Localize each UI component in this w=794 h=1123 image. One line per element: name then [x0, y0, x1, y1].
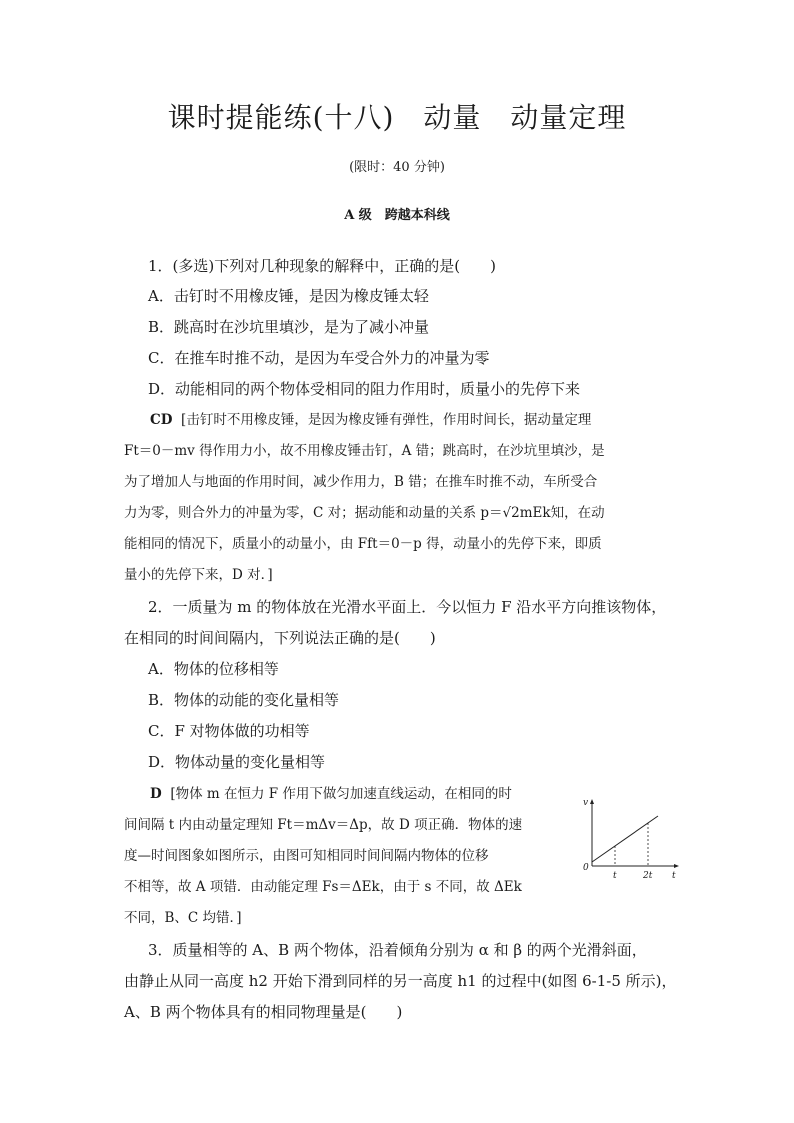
question-1-answer-line: 为了增加人与地面的作用时间，减少作用力，B 错；在推车时推不动，车所受合: [124, 474, 598, 490]
question-1-option-d: D．动能相同的两个物体受相同的阻力作用时，质量小的先停下来: [148, 380, 581, 398]
time-limit: (限时：40 分钟): [349, 160, 445, 175]
question-1-answer-key: CD: [150, 412, 173, 428]
question-2-answer-key: D: [150, 786, 162, 802]
v-axis-arrow: [590, 799, 594, 804]
question-1-option-c: C．在推车时推不动，是因为车受合外力的冲量为零: [148, 349, 490, 367]
question-2-stem: 2．一质量为 m 的物体放在光滑水平面上．今以恒力 F 沿水平方向推该物体，: [148, 598, 667, 616]
v-axis-label: v: [583, 798, 589, 808]
tick-label-2t: 2t: [643, 871, 653, 881]
velocity-time-graph: [578, 796, 682, 886]
question-2-stem-continued: 在相同的时间间隔内，下列说法正确的是( ): [124, 629, 436, 647]
question-2-option-d: D．物体动量的变化量相等: [148, 753, 326, 771]
question-3-stem: 3．质量相等的 A、B 两个物体，沿着倾角分别为 α 和 β 的两个光滑斜面，: [148, 941, 647, 959]
t-axis-arrow: [674, 864, 679, 868]
question-2-answer-line: 不同，B、C 均错．]: [124, 910, 242, 926]
question-2-answer-text: [物体 m 在恒力 F 作用下做匀加速直线运动，在相同的时: [170, 786, 512, 802]
question-2-answer-line: 度—时间图象如图所示，由图可知相同时间间隔内物体的位移: [124, 848, 489, 864]
question-1-answer-line: 量小的先停下来，D 对．]: [124, 567, 273, 583]
question-1-option-a: A．击钉时不用橡皮锤，是因为橡皮锤太轻: [148, 287, 429, 305]
question-1-option-b: B．跳高时在沙坑里填沙，是为了减小冲量: [148, 318, 430, 336]
question-3-stem-continued: A、B 两个物体具有的相同物理量是( ): [124, 1003, 403, 1021]
question-1-answer-line: Ft＝0－mv 得作用力小，故不用橡皮锤击钉，A 错；跳高时，在沙坑里填沙，是: [124, 443, 605, 459]
question-1-answer-first-line: [150, 410, 710, 430]
question-1-answer-line: 能相同的情况下，质量小的动量小，由 Fft＝0－p 得，动量小的先停下来，即质: [124, 536, 602, 552]
section-heading: A 级 跨越本科线: [344, 208, 450, 223]
origin-label: 0: [583, 863, 589, 873]
t-axis-label: t: [672, 871, 676, 881]
question-3-stem-continued: 由静止从同一高度 h2 开始下滑到同样的另一高度 h1 的过程中(如图 6-1-5 所示)，: [124, 972, 677, 990]
question-2-answer-line: 间间隔 t 内由动量定理知 Ft＝mΔv＝Δp，故 D 项正确．物体的速: [124, 817, 523, 833]
question-2-option-b: B．物体的动能的变化量相等: [148, 691, 340, 709]
question-2-option-c: C．F 对物体做的功相等: [148, 722, 310, 740]
question-1-answer-line: 力为零，则合外力的冲量为零，C 对；据动能和动量的关系 p＝√2mEk知，在动: [124, 505, 605, 521]
question-2-option-a: A．物体的位移相等: [148, 660, 279, 678]
question-2-answer-line: 不相等，故 A 项错．由动能定理 Fs＝ΔEk，由于 s 不同，故 ΔEk: [124, 879, 522, 895]
question-1-answer-text: [击钉时不用橡皮锤，是因为橡皮锤有弹性，作用时间长，据动量定理: [181, 412, 592, 428]
question-1-stem: 1．(多选)下列对几种现象的解释中，正确的是( ): [148, 257, 496, 275]
page-title: 课时提能练(十八) 动量 动量定理: [167, 101, 627, 134]
tick-label-t: t: [613, 871, 617, 881]
